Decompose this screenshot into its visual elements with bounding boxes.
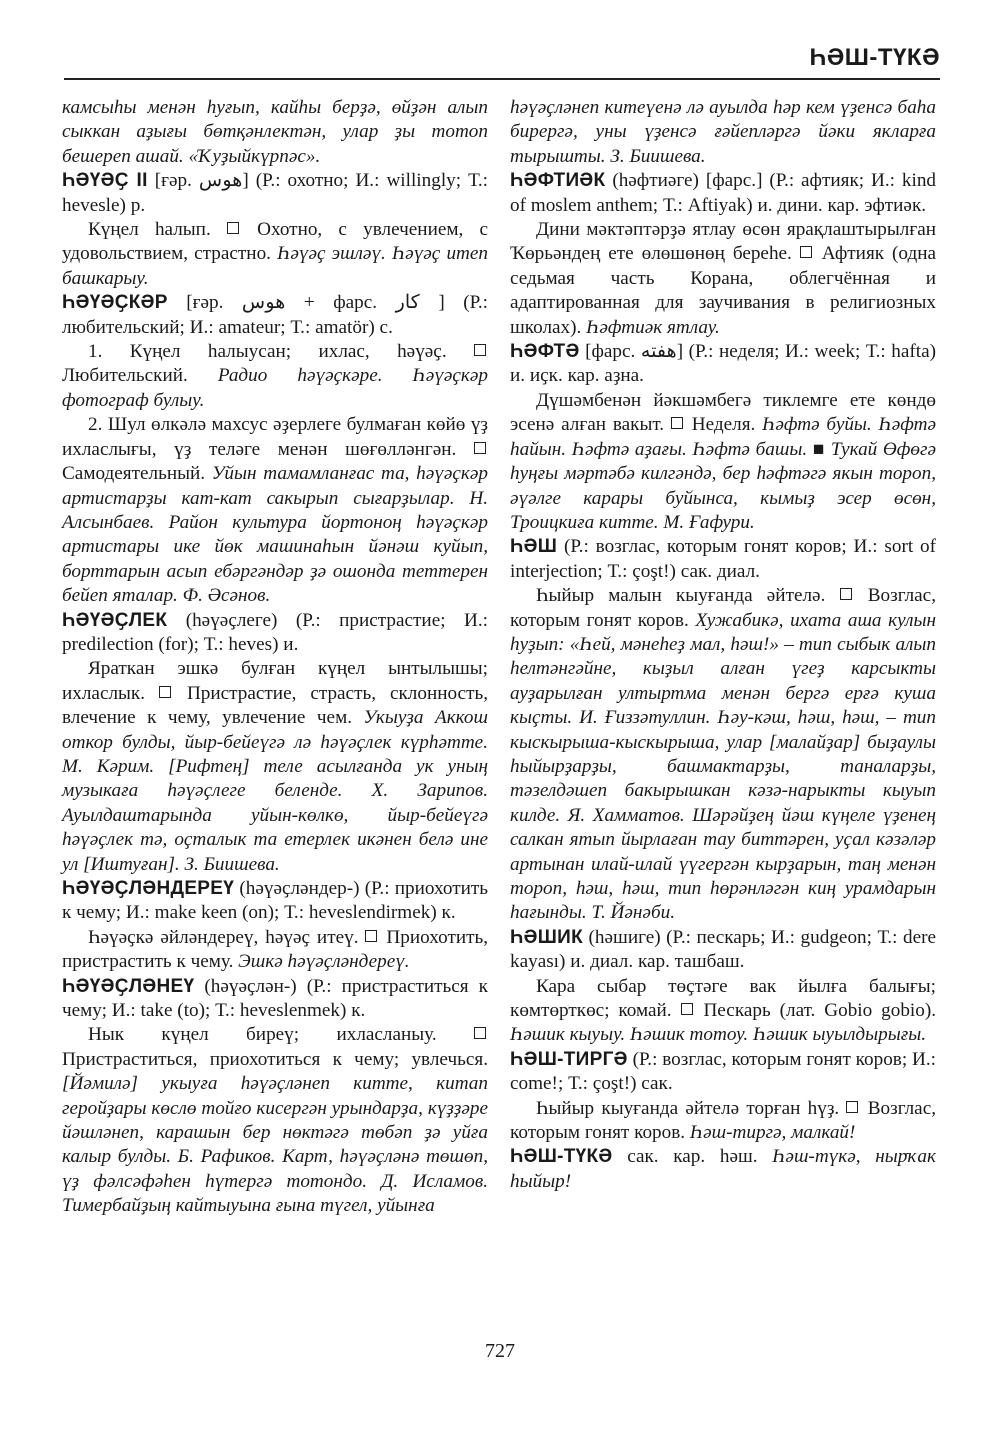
headword: ҺӘШ	[510, 536, 558, 558]
russian-translation: Пескарь (лат. Gobio gobio).	[703, 1000, 937, 1022]
entry-definition	[62, 218, 488, 291]
entry-definition	[510, 584, 936, 926]
entry-grammar: (һәфтиәге) [фарс.] (Р.: афтияк; И.: kind of moslem anthem; Т.: Aftiyak) и. дини. кар. эфтиәк.	[510, 170, 937, 216]
translation-marker-icon	[474, 344, 486, 356]
dictionary-entry	[62, 291, 488, 340]
russian-translation: Самодеятельный.	[62, 463, 206, 485]
headword: ҺӘҮӘҪЛӘНДЕРЕҮ	[62, 878, 235, 899]
usage-example: [Йәмилә] укыуға һәүәҫләнеп китте, китап геройҙары көслө тойғо кисергән урындарҙа, күҙҙәре йәшләнеп, карашын бер нөктәгә төбәп ҙә уйға калыр булды. Б. Рафиков. Карт, һәүәҫләнә төшөп, үҙ фәлсәфәһен һүтергә тотондо. Д. Исламов. Тимербайҙың кайтыуына ғына түгел, уйынға	[62, 1073, 488, 1217]
dictionary-entry	[510, 535, 936, 584]
definition-text: Һәүәҫкә әйләндереү, һәүәҫ итеү.	[88, 926, 359, 948]
definition-text: 2. Шул өлкәлә махсус әҙерлеге булмаған көйө үҙ ихласлығы, үҙ теләге менән шөғөлләнгән.	[62, 414, 488, 460]
russian-translation: Неделя.	[691, 414, 756, 436]
headword: ҺӘФТӘ	[510, 341, 580, 363]
entry-definition	[510, 389, 936, 535]
dictionary-entry	[62, 877, 488, 926]
headword: ҺӘҮӘҪЛЕК	[62, 609, 168, 631]
usage-example: Уйын тамамланғас та, һәүәҫкәр артистарҙы кат-кат сакырып сығарҙылар. Н. Алсынбаев. Район культура йортоноң һәүәҫкәр артистары ике йөк машинаһын йәнәш куйып, борттарын асып ебәргәндәр ҙә ошонда теттерен бейеп яталар. Ф. Әсәнов.	[62, 463, 488, 607]
usage-example: Һәш-тиргә, малкай!	[689, 1122, 856, 1144]
entry-grammar: (Р.: возглас, которым гонят коров; И.: sort of interjection; Т.: çoşt!) сак. диал.	[510, 536, 937, 582]
definition-text: Кара сыбар төҫтәге вак йылға балығы; көмтөрткөс; комай.	[510, 975, 936, 1022]
entry-grammar: (һәүәҫләндер-) (Р.: приохотить к чему; И.: make keen (on); Т.: heveslendirmek) к.	[62, 878, 489, 924]
dictionary-entry	[62, 169, 488, 218]
entry-definition	[62, 1023, 488, 1218]
headword: ҺӘҮӘҪ II	[62, 170, 148, 192]
running-head: ҺӘШ-ТҮКӘ	[809, 44, 940, 71]
definition-text: Яраткан эшкә булған күңел ынтылышы; ихласлык.	[62, 658, 488, 704]
left-column	[62, 96, 488, 1219]
entry-grammar: сак. кар. һәш.	[627, 1146, 758, 1168]
page-number: 727	[485, 1340, 515, 1362]
usage-example: һәүәҫләнеп китеүенә лә ауылда һәр кем үҙенсә баһа бирергә, уны үҙенсә ғәйепләргә йәки якларға тырышты. З. Биишева.	[510, 97, 936, 167]
definition-text: Дини мәктәптәрҙә ятлау өсөн ярақлаштырылған Ҡөрьәндең ете өлөшөнөң береһе.	[510, 219, 936, 265]
translation-marker-icon	[846, 1101, 858, 1113]
headword: ҺӘШ-ТИРГӘ	[510, 1048, 628, 1070]
russian-translation: Охотно, с увлечением, с удовольствием, страстно.	[62, 219, 488, 265]
continued-text	[62, 96, 488, 169]
usage-example: камсыһы менән һуғып, кайһы берҙә, өйҙән алып сыккан аҙығы бөтқәнлектән, улар ҙы тотоп бешереп ашай. «Ҡуҙыйкүрпәс».	[62, 97, 488, 167]
usage-example: Һәш-түкә, нырҡак һыйыр!	[510, 1146, 937, 1192]
russian-translation: Афтияк (одна седьмая часть Корана, облегчённая и адаптированная для заучивания в религиозных школах).	[510, 243, 937, 338]
dictionary-entry	[62, 609, 488, 658]
usage-example: Эшкә һәүәҫләндереү.	[238, 951, 410, 973]
dictionary-entry	[510, 1145, 936, 1194]
definition-text: Һыйыр кыуғанда әйтелә торған һүҙ.	[536, 1097, 840, 1119]
usage-example: Һәүәҫ эшләү. Һәүәҫ итеп башкарыу.	[62, 243, 489, 289]
entry-grammar: [ғәр. هوس] (Р.: охотно; И.: willingly; Т.: hevesle) р.	[62, 170, 489, 216]
translation-marker-icon	[474, 442, 486, 454]
russian-translation: Пристрастие, страсть, склонность, влечение к чему, увлечение чем.	[62, 682, 489, 729]
russian-translation: Возглас, которым гонят коров.	[510, 585, 936, 631]
translation-marker-icon	[840, 588, 852, 600]
translation-marker-icon	[800, 246, 812, 258]
entry-definition	[510, 975, 936, 1048]
headword: ҺӘҮӘҪКӘР	[62, 292, 168, 314]
headword: ҺӘФТИӘК	[510, 170, 606, 192]
definition-text: Күңел һалып.	[88, 219, 211, 241]
russian-translation: Пристраститься, приохотиться к чему; увлечься.	[62, 1048, 488, 1070]
headword: ҺӘШИК	[510, 926, 583, 948]
usage-example: Һәфтә буйы. Һәфтә һайын. Һәфтә аҙағы. Һәфтә башы. ■ Тукай Өфөгә һуңғы мәртәбә килгәндә, бер һәфтәгә якын тороп, әүәлге карары буйынса, кымыҙ эсер өсөн, Троицкиға китте. М. Ғафури.	[510, 414, 937, 533]
translation-marker-icon	[227, 222, 239, 234]
definition-text: Нык күңел биреү; ихласланыу.	[88, 1024, 437, 1046]
entry-grammar: (Р.: возглас, которым гонят коров; И.: come!; Т.: çoşt!) сак.	[510, 1048, 937, 1095]
usage-example: Һәфтиәк ятлау.	[586, 316, 720, 338]
entry-grammar: (һәүәҫлеге) (Р.: пристрастие; И.: predilection (for); Т.: heves) и.	[62, 609, 488, 655]
entry-grammar: [ғәр. هوس + фарс. كار ] (Р.: любительский; И.: amateur; Т.: amatör) с.	[62, 292, 489, 338]
dictionary-entry	[62, 975, 488, 1024]
translation-marker-icon	[681, 1003, 693, 1015]
dictionary-entry	[510, 1048, 936, 1097]
translation-marker-icon	[474, 1027, 486, 1039]
dictionary-entry	[510, 926, 936, 975]
entry-grammar: (һәшиге) (Р.: пескарь; И.: gudgeon; Т.: dere kayası) и. диал. кар. ташбаш.	[510, 926, 936, 973]
headword: ҺӘШ-ТҮКӘ	[510, 1146, 613, 1168]
continued-text	[510, 96, 936, 169]
usage-example: Укыуҙа Аккош откор булды, йыр-бейеүгә лә һәүәҫлек күрһәтте. М. Кәрим. [Рифтең] теле асылғанда ук уның музыкаға һәүәҫлеге беленде. Х. Зарипов. Ауылдаштарында уйын-көлкө, йыр-бейеүгә һәүәҫлек тә, оҫталык та етерлек икәнен белә ине ул [Иштуған]. З. Биишева.	[62, 707, 488, 875]
definition-text: Һыйыр малын кыуғанда әйтелә.	[536, 585, 826, 607]
russian-translation: Возглас, которым гонят коров.	[510, 1097, 937, 1144]
entry-grammar: (һәүәҫлән-) (Р.: пристраститься к чему; И.: take (to); Т.: heveslenmek) к.	[62, 975, 489, 1022]
entry-definition	[510, 218, 936, 340]
dictionary-entry	[510, 340, 936, 389]
headword: ҺӘҮӘҪЛӘНЕҮ	[62, 975, 195, 997]
definition-text: 1. Күңел һалыусан; ихлас, һәүәҫ.	[88, 341, 447, 363]
usage-example: Хужабикә, ихата аша кулын һуҙып: «Һей, мәнеһеҙ мал, һәш!» – тип сыбык алып һелтәнгәйне, кыҙыл алған үгеҙ карсыкты ауҙарылған ултыртма менән бергә ерғә куша кыҫты. И. Ғиззәтуллин. Һәу-кәш, һәш, һәш, – тип кыскырыша-кыскырыша, улар [малайҙар] быҙаулы һыйырҙарҙы, башмактарҙы, таналарҙы, тәзелдәшеп бакырышкан кәзә-нарыкты кыуып килде. Я. Хамматов. Шәрәйҙең йәш күңеле үҙенең салкан ятып йырлаған тау биттәрен, уҫал кәзәләр артынан илай-илай үүгергән кырҙарын, таң менән тороп, һәш, һәш, тип һөрәнләгән киң урамдарын һағынды. Т. Йәнәби.	[510, 609, 937, 924]
entry-definition	[62, 657, 488, 877]
translation-marker-icon	[159, 686, 171, 698]
header-rule	[64, 78, 940, 80]
entry-grammar: [фарс. هفته] (Р.: неделя; И.: week; Т.: hafta) и. иҫк. кар. аҙна.	[510, 341, 936, 387]
usage-example: Һәшик кыуыу. Һәшик тотоу. Һәшик ыуылдырығы.	[510, 1024, 926, 1046]
entry-definition	[510, 1097, 936, 1146]
translation-marker-icon	[365, 930, 377, 942]
right-column	[510, 96, 936, 1194]
entry-definition	[62, 413, 488, 608]
russian-translation: Приохотить, пристрастить к чему.	[62, 926, 489, 973]
dictionary-entry	[510, 169, 936, 218]
entry-definition	[62, 926, 488, 975]
usage-example: Радио һәүәҫкәре. Һәүәҫкәр фотограф булыу.	[62, 365, 489, 411]
russian-translation: Любительский.	[62, 365, 188, 387]
translation-marker-icon	[671, 417, 683, 429]
definition-text: Дүшәмбенән йәкшәмбегә тиклемге ете көндө эсенә алған вакыт.	[510, 389, 936, 436]
entry-definition	[62, 340, 488, 413]
